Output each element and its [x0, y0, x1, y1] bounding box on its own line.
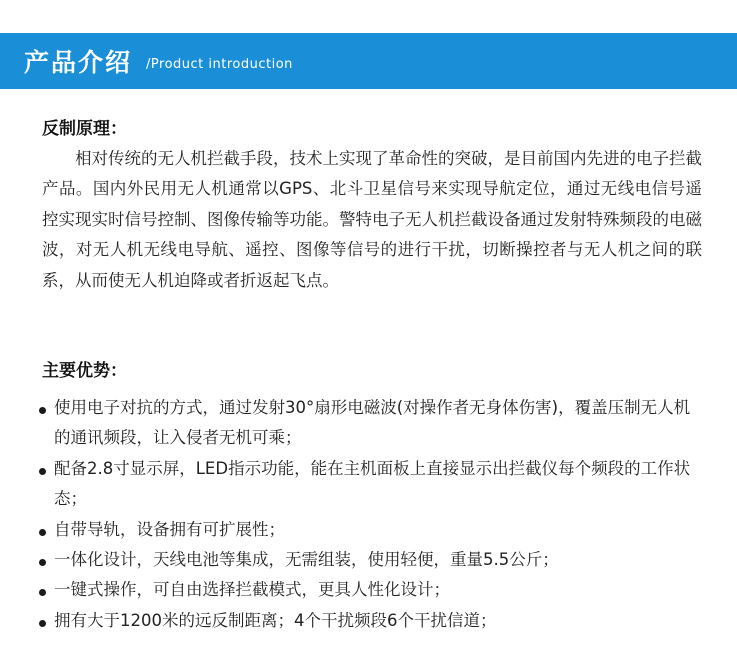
list-item — [36, 606, 706, 636]
bullet-icon — [39, 468, 46, 475]
principle-paragraph: 相对传统的无人机拦截手段，技术上实现了革命性的突破，是目前国内先进的电子拦截产品。国内外民用无人机通常以GPS、北斗卫星信号来实现导航定位，通过无线电信号遥控实现实时信号控制、图像传输等功能。警特电子无人机拦截设备通过发射特殊频段的电磁波，对无人机无线电导航、遥控、图像等信号的进行干扰，切断操控者与无人机之间的联系，从而使无人机迫降或者折返起飞点。 — [42, 149, 702, 290]
advantages-list — [36, 393, 706, 636]
list-item-text: 一体化设计，天线电池等集成，无需组装，使用轻便，重量5.5公斤； — [54, 550, 559, 570]
banner-subtitle: /Product introduction — [146, 56, 293, 72]
list-item-text: 拥有大于1200米的远反制距离；4个干扰频段6个干扰信道； — [54, 610, 497, 630]
bullet-icon — [39, 620, 46, 627]
list-item-text: 一键式操作，可自由选择拦截模式，更具人性化设计； — [54, 580, 450, 600]
list-item — [36, 393, 706, 454]
list-item — [36, 515, 706, 545]
section-banner — [0, 33, 737, 89]
list-item — [36, 545, 706, 575]
list-item-text: 配备2.8寸显示屏，LED指示功能，能在主机面板上直接显示出拦截仪每个频段的工作状态； — [54, 458, 691, 509]
bullet-icon — [39, 529, 46, 536]
list-item-text: 自带导轨，设备拥有可扩展性； — [54, 519, 285, 539]
banner-title: 产品介绍 — [24, 48, 133, 77]
bullet-icon — [39, 589, 46, 596]
list-item — [36, 454, 706, 515]
list-item — [36, 575, 706, 605]
list-item-text: 使用电子对抗的方式，通过发射30°扇形电磁波(对操作者无身体伤害)，覆盖压制无人机的通讯频段，让入侵者无机可乘； — [54, 398, 691, 448]
bullet-icon — [39, 407, 46, 414]
principle-heading: 反制原理： — [42, 119, 127, 139]
advantages-heading: 主要优势： — [42, 361, 127, 381]
bullet-icon — [39, 559, 46, 566]
